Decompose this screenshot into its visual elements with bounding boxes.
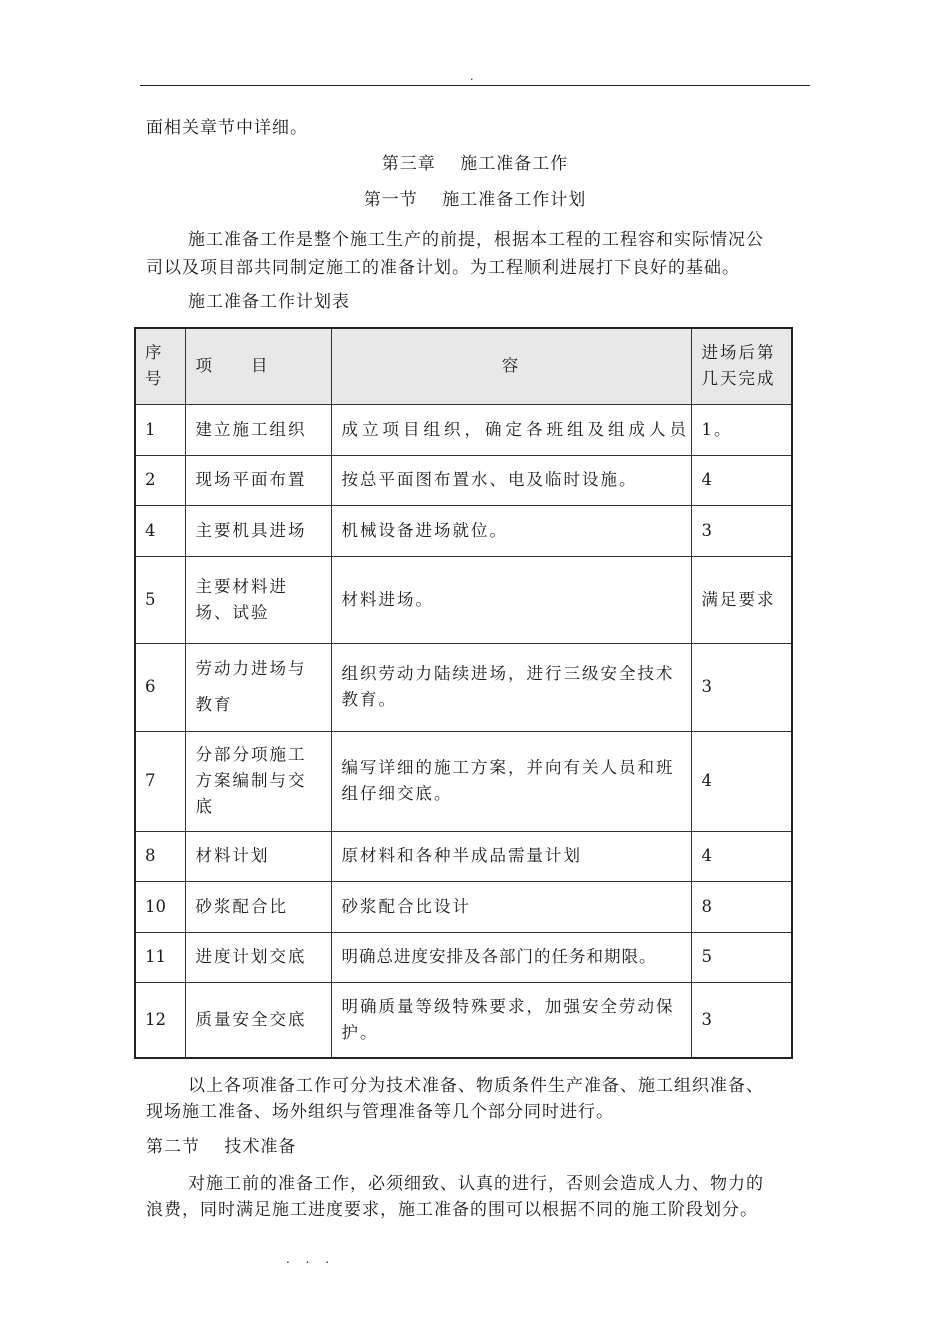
table-caption: 施工准备工作计划表: [188, 292, 350, 312]
row-no: 12: [135, 982, 185, 1058]
table-row: [135, 455, 792, 505]
row-no: 5: [135, 556, 185, 643]
chapter-title: 第三章 施工准备工作: [381, 154, 569, 174]
paragraph3-line1: 对施工前的准备工作，必须细致、认真的进行，否则会造成人力、物力的: [188, 1174, 764, 1194]
row-days: 3: [691, 982, 792, 1058]
row-content: 材料进场。: [331, 556, 691, 643]
row-no: 2: [135, 455, 185, 505]
table-header-row: [135, 328, 792, 404]
paragraph1-line1: 施工准备工作是整个施工生产的前提，根据本工程的工程容和实际情况公: [188, 230, 764, 250]
row-item: 材料计划: [185, 831, 331, 881]
row-no: 1: [135, 404, 185, 455]
row-days: 3: [691, 643, 792, 731]
section-title: 第一节 施工准备工作计划: [363, 190, 587, 210]
paragraph2-line2: 现场施工准备、场外组织与管理准备等几个部分同时进行。: [146, 1102, 614, 1122]
row-item: 建立施工组织: [185, 404, 331, 455]
row-no: 11: [135, 932, 185, 982]
row-days: 满足要求: [691, 556, 792, 643]
table-row: [135, 643, 792, 731]
row-content: 原材料和各种半成品需量计划: [331, 831, 691, 881]
row-days: 5: [691, 932, 792, 982]
row-item: 主要材料进场、试验: [185, 556, 331, 643]
row-days: 4: [691, 731, 792, 831]
header-days: 进场后第几天完成: [691, 328, 792, 404]
row-no: 8: [135, 831, 185, 881]
row-content: 成立项目组织，确定各班组及组成人员: [331, 404, 691, 455]
table-row: [135, 404, 792, 455]
paragraph3-line2: 浪费，同时满足施工进度要求，施工准备的围可以根据不同的施工阶段划分。: [146, 1200, 758, 1220]
header-rule: [140, 85, 810, 86]
row-item: 分部分项施工方案编制与交底: [185, 731, 331, 831]
row-no: 6: [135, 643, 185, 731]
prep-plan-table: [134, 327, 793, 1059]
row-days: 8: [691, 881, 792, 932]
header-dot: .: [470, 70, 474, 83]
intro-line: 面相关章节中详细。: [146, 118, 308, 138]
row-item: 砂浆配合比: [185, 881, 331, 932]
row-content: 按总平面图布置水、电及临时设施。: [331, 455, 691, 505]
row-no: 7: [135, 731, 185, 831]
header-no: 序号: [135, 328, 185, 404]
row-content: 砂浆配合比设计: [331, 881, 691, 932]
table-row: [135, 505, 792, 556]
paragraph1-line2: 司以及项目部共同制定施工的准备计划。为工程顺利进展打下良好的基础。: [146, 258, 740, 278]
row-item: 劳动力进场与教育: [185, 643, 331, 731]
table-row: [135, 556, 792, 643]
row-item: 进度计划交底: [185, 932, 331, 982]
row-no: 10: [135, 881, 185, 932]
table-row: [135, 831, 792, 881]
row-content: 组织劳动力陆续进场，进行三级安全技术教育。: [331, 643, 691, 731]
row-content: 编写详细的施工方案，并向有关人员和班组仔细交底。: [331, 731, 691, 831]
row-content: 明确质量等级特殊要求，加强安全劳动保护。: [331, 982, 691, 1058]
table-row: [135, 881, 792, 932]
row-days: 1。: [691, 404, 792, 455]
header-item: 项 目: [185, 328, 331, 404]
table-row: [135, 731, 792, 831]
row-item: 质量安全交底: [185, 982, 331, 1058]
row-days: 3: [691, 505, 792, 556]
row-content: 明确总进度安排及各部门的任务和期限。: [331, 932, 691, 982]
footer-dots: . . .: [286, 1252, 336, 1266]
paragraph2-line1: 以上各项准备工作可分为技术准备、物质条件生产准备、施工组织准备、: [188, 1076, 764, 1096]
row-item: 主要机具进场: [185, 505, 331, 556]
row-item: 现场平面布置: [185, 455, 331, 505]
section2-title: 第二节 技术准备: [146, 1137, 297, 1157]
row-days: 4: [691, 455, 792, 505]
table-row: [135, 932, 792, 982]
row-days: 4: [691, 831, 792, 881]
row-no: 4: [135, 505, 185, 556]
row-content: 机械设备进场就位。: [331, 505, 691, 556]
header-content: 容: [331, 328, 691, 404]
table-row: [135, 982, 792, 1058]
